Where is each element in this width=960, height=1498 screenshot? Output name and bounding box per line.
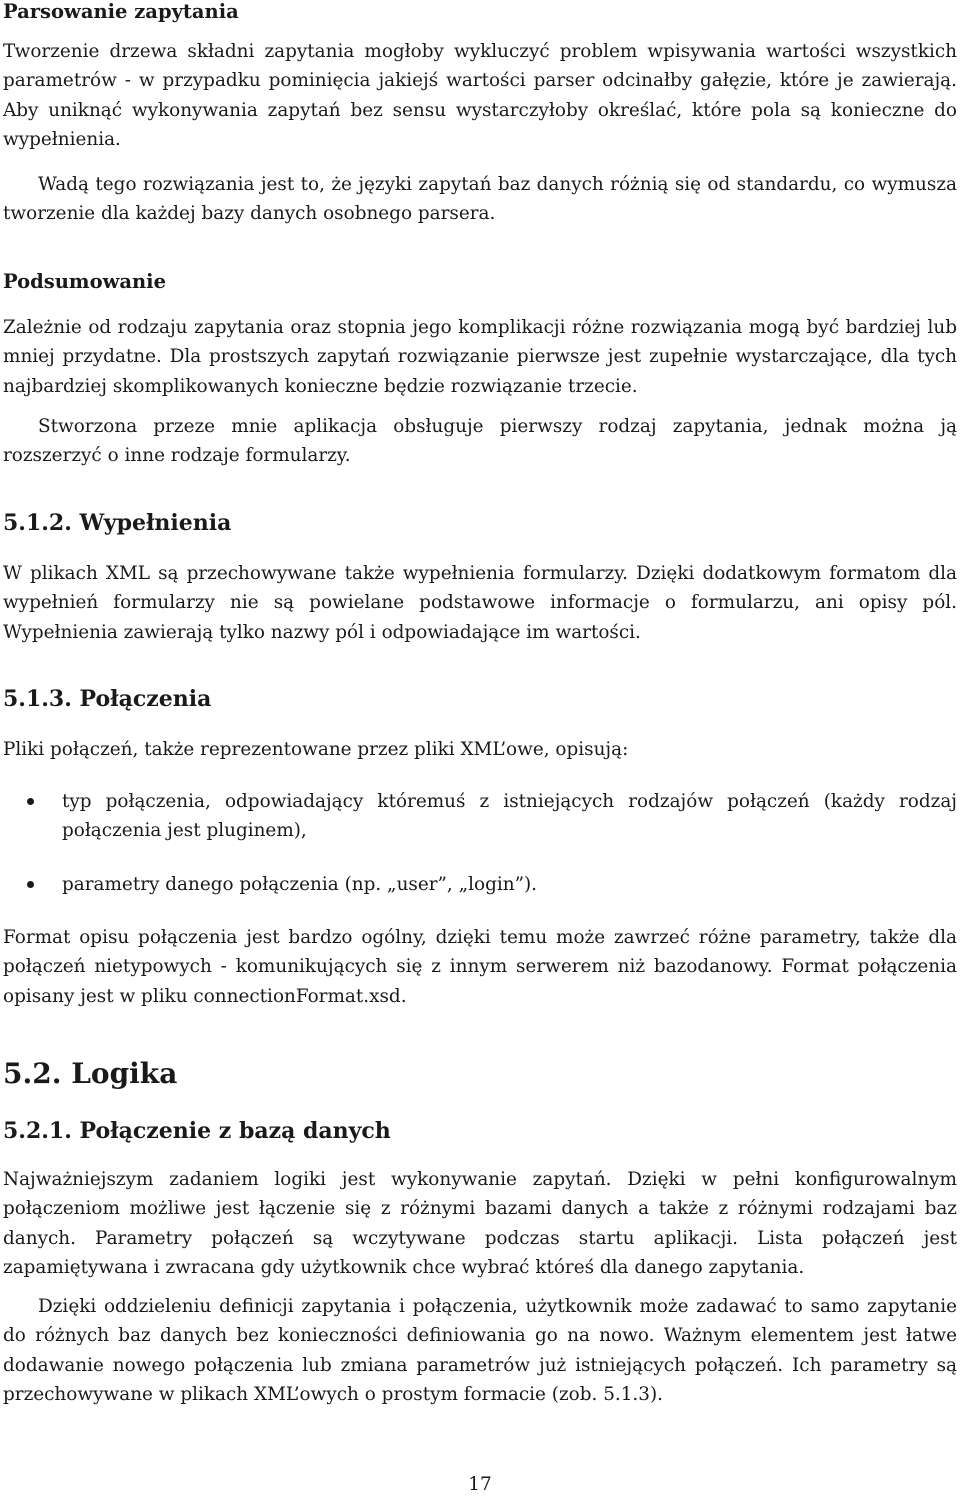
summary-paragraph-2 — [3, 412, 957, 471]
page-number: 17 — [468, 1474, 492, 1495]
paragraph-text: Wadą tego rozwiązania jest to, że języki zapytań baz danych różnią się od standardu, co wymusza tworzenie dla każdej bazy danych osobnego parsera. — [3, 174, 957, 225]
connections-heading: 5.1.3. Połączenia — [3, 686, 212, 712]
list-item — [3, 870, 957, 899]
summary-heading: Podsumowanie — [3, 270, 166, 293]
list-item — [3, 787, 957, 846]
fills-heading: 5.1.2. Wypełnienia — [3, 510, 232, 536]
paragraph-text: Najważniejszym zadaniem logiki jest wykonywanie zapytań. Dzięki w pełni konfigurowalnym połączeniom możliwe jest łączenie się z różnymi bazami danych a także z różnymi rodzajami baz danych. Parametry połączeń są wczytywane podczas startu aplikacji. Lista połączeń jest zapamiętywana i zwracana gdy użytkownik chce wybrać któreś dla danego zapytania. — [3, 1169, 957, 1279]
parsing-heading: Parsowanie zapytania — [3, 0, 239, 23]
bullet-icon — [27, 881, 34, 888]
db-connection-paragraph-1 — [3, 1165, 957, 1283]
parsing-paragraph-2 — [3, 170, 957, 229]
fills-paragraph-1 — [3, 559, 957, 647]
paragraph-text: Tworzenie drzewa składni zapytania mogłoby wykluczyć problem wpisywania wartości wszystkich parametrów - w przypadku pominięcia jakiejś wartości parser odcinałby gałęzie, które je zawierają. Aby uniknąć wykonywania zapytań bez sensu wystarczyłoby określać, które pola są konieczne do wypełnienia. — [3, 41, 957, 151]
connections-paragraph-2 — [3, 923, 957, 1011]
bullet-icon — [27, 798, 34, 805]
summary-paragraph-1 — [3, 313, 957, 401]
logic-heading: 5.2. Logika — [3, 1057, 178, 1090]
paragraph-text: Format opisu połączenia jest bardzo ogólny, dzięki temu może zawrzeć różne parametry, także dla połączeń nietypowych - komunikujących się z innym serwerem niż bazodanowy. Format połączenia opisany jest w pliku connectionFormat.xsd. — [3, 927, 957, 1007]
list-item-text: parametry danego połączenia (np. „user”, „login”). — [62, 874, 538, 895]
paragraph-text: Dzięki oddzieleniu definicji zapytania i połączenia, użytkownik może zadawać to samo zapytanie do różnych baz danych bez konieczności definiowania go na nowo. Ważnym elementem jest łatwe dodawanie nowego połączenia lub zmiana parametrów już istniejących połączeń. Ich parametry są przechowywane w plikach XML’owych o prostym formacie (zob. 5.1.3). — [3, 1296, 957, 1406]
db-connection-paragraph-2 — [3, 1292, 957, 1410]
connections-intro — [3, 735, 957, 764]
paragraph-text: Zależnie od rodzaju zapytania oraz stopnia jego komplikacji różne rozwiązania mogą być bardziej lub mniej przydatne. Dla prostszych zapytań rozwiązanie pierwsze jest zupełnie wystarczające, dla tych najbardziej skomplikowanych konieczne będzie rozwiązanie trzecie. — [3, 317, 957, 397]
paragraph-text: Stworzona przeze mnie aplikacja obsługuje pierwszy rodzaj zapytania, jednak można ją rozszerzyć o inne rodzaje formularzy. — [3, 416, 957, 467]
paragraph-text: Pliki połączeń, także reprezentowane przez pliki XML’owe, opisują: — [3, 739, 629, 760]
db-connection-heading: 5.2.1. Połączenie z bazą danych — [3, 1118, 391, 1144]
list-item-text: typ połączenia, odpowiadający któremuś z istniejących rodzajów połączeń (każdy rodzaj połączenia jest pluginem), — [62, 791, 957, 842]
paragraph-text: W plikach XML są przechowywane także wypełnienia formularzy. Dzięki dodatkowym formatom dla wypełnień formularzy nie są powielane podstawowe informacje o formularzu, ani opisy pól. Wypełnienia zawierają tylko nazwy pól i odpowiadające im wartości. — [3, 563, 957, 643]
parsing-paragraph-1 — [3, 37, 957, 155]
